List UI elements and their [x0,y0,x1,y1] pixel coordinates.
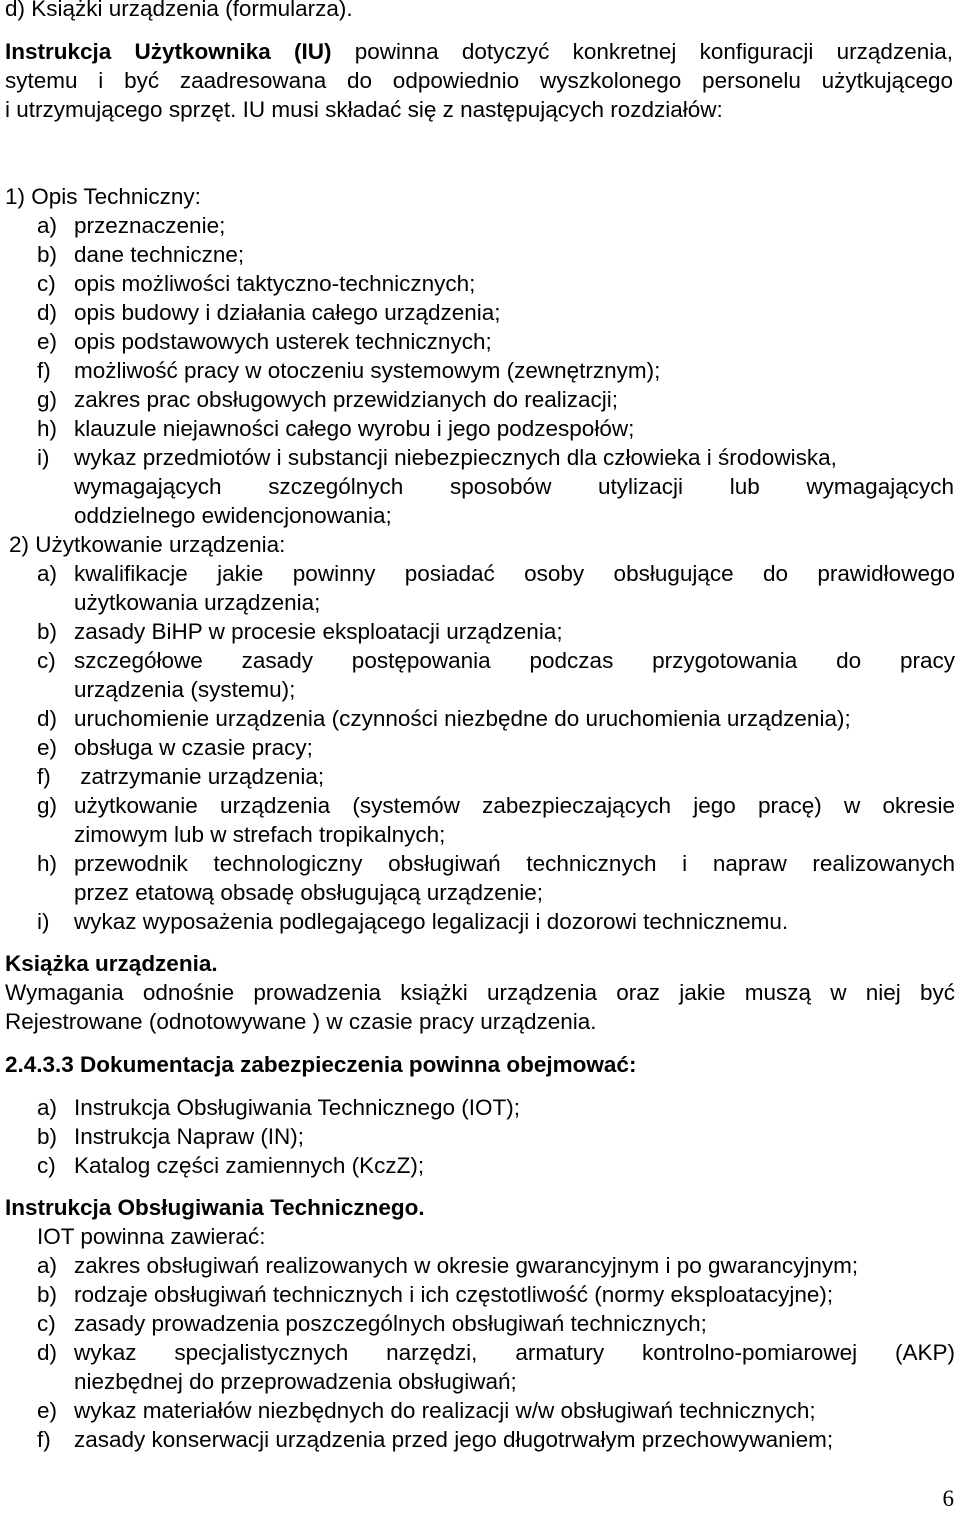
list-label: h) [37,851,58,876]
list-item [37,1151,424,1180]
list-item [37,269,475,298]
list-text: Katalog części zamiennych (KczZ); [74,1153,425,1178]
list-label: f) [37,358,51,383]
list-text: kwalifikacje jakie powinny posiadać osoby obsługujące do prawidłowego [74,561,955,586]
ksiazka-heading: Książka urządzenia. [5,951,218,976]
list-item [37,762,324,791]
list-text: wykaz materiałów niezbędnych do realizacji w/w obsługiwań technicznych; [74,1398,816,1423]
list-item-continuation: niezbędnej do przeprowadzenia obsługiwań; [74,1369,517,1394]
list-text: rodzaje obsługiwań technicznych i ich częstotliwość (normy eksploatacyjne); [74,1282,834,1307]
intro-line-3: i utrzymującego sprzęt. IU musi składać się z następujących rozdziałów: [5,97,723,122]
page-number: 6 [942,1486,954,1511]
list-item [37,907,788,936]
top-list-item: d) Książki urządzenia (formularza). [5,0,353,21]
list-text: zakres prac obsługowych przewidzianych do realizacji; [74,387,618,412]
list-label: d) [37,300,58,325]
list-item [37,1309,707,1338]
list-label: f) [37,764,51,789]
list-item-continuation: użytkowania urządzenia; [74,590,321,615]
list-label: a) [37,1095,58,1120]
list-text: zatrzymanie urządzenia; [74,764,325,789]
list-item [37,1338,955,1367]
list-label: f) [37,1427,51,1452]
list-text: wykaz przedmiotów i substancji niebezpiecznych dla człowieka i środowiska, [74,445,837,470]
list-item-continuation: zimowym lub w strefach tropikalnych; [74,822,446,847]
list-item [37,1280,833,1309]
list-item [37,1093,520,1122]
list-text: Instrukcja Napraw (IN); [74,1124,305,1149]
list-item-continuation: urządzenia (systemu); [74,677,296,702]
list-label: e) [37,1398,58,1423]
list-item-continuation: wymagających szczególnych sposobów utylizacji lub wymagających [74,474,954,499]
ksiazka-line-2: Rejestrowane (odnotowywane ) w czasie pracy urządzenia. [5,1009,597,1034]
list-text: obsługa w czasie pracy; [74,735,313,760]
list-label: e) [37,329,58,354]
list-label: c) [37,1153,56,1178]
list-text: zasady prowadzenia poszczególnych obsługiwań technicznych; [74,1311,707,1336]
list-label: b) [37,242,58,267]
list-item [37,414,634,443]
list-text: zasady konserwacji urządzenia przed jego długotrwałym przechowywaniem; [74,1427,834,1452]
list-item [37,1251,858,1280]
list-item [37,240,244,269]
ksiazka-line-1: Wymagania odnośnie prowadzenia książki urządzenia oraz jakie muszą w niej być [5,980,955,1005]
list-text: klauzule niejawności całego wyrobu i jego podzespołów; [74,416,635,441]
iu-title: Instrukcja Użytkownika (IU) [5,39,332,64]
list-label: b) [37,1282,58,1307]
list-text: opis możliwości taktyczno-technicznych; [74,271,476,296]
list-item [37,733,313,762]
intro-line-2: sytemu i być zaadresowana do odpowiednio wyszkolonego personelu użytkującego [5,68,953,93]
iot-heading: Instrukcja Obsługiwania Technicznego. [5,1195,425,1220]
list-item [37,849,955,878]
list-label: i) [37,445,50,470]
list-item [37,617,563,646]
list-text: wykaz wyposażenia podlegającego legalizacji i dozorowi technicznemu. [74,909,789,934]
list-item [37,1425,833,1454]
list-text: zasady BiHP w procesie eksploatacji urządzenia; [74,619,563,644]
list-item [37,385,618,414]
list-text: uruchomienie urządzenia (czynności niezbędne do uruchomienia urządzenia); [74,706,851,731]
list-item [37,1122,304,1151]
section2-title: 2) Użytkowanie urządzenia: [9,532,286,557]
list-text: wykaz specjalistycznych narzędzi, armatury kontrolno-pomiarowej (AKP) [74,1340,955,1365]
list-label: d) [37,1340,58,1365]
list-item [37,211,225,240]
list-label: g) [37,387,58,412]
list-label: c) [37,271,56,296]
list-label: c) [37,1311,56,1336]
list-label: e) [37,735,58,760]
list-label: a) [37,1253,58,1278]
list-label: b) [37,619,58,644]
list-item [37,356,660,385]
list-text: opis podstawowych usterek technicznych; [74,329,492,354]
list-item [37,791,955,820]
list-label: b) [37,1124,58,1149]
list-label: g) [37,793,58,818]
list-label: d) [37,706,58,731]
list-text: możliwość pracy w otoczeniu systemowym (zewnętrznym); [74,358,661,383]
section-heading: 2.4.3.3 Dokumentacja zabezpieczenia powinna obejmować: [5,1052,637,1077]
list-label: a) [37,213,58,238]
list-text: użytkowanie urządzenia (systemów zabezpieczających jego pracę) w okresie [74,793,955,818]
list-label: a) [37,561,58,586]
list-text: opis budowy i działania całego urządzenia; [74,300,501,325]
list-item [37,1396,816,1425]
list-text: Instrukcja Obsługiwania Technicznego (IOT); [74,1095,521,1120]
list-text: szczegółowe zasady postępowania podczas przygotowania do pracy [74,648,955,673]
intro-line-1 [5,37,953,66]
list-item [37,443,837,472]
list-text: przeznaczenie; [74,213,226,238]
list-label: c) [37,648,56,673]
list-item [37,327,492,356]
list-item [37,704,851,733]
iot-intro: IOT powinna zawierać: [37,1224,266,1249]
list-label: h) [37,416,58,441]
list-label: i) [37,909,50,934]
list-text: zakres obsługiwań realizowanych w okresie gwarancyjnym i po gwarancyjnym; [74,1253,859,1278]
list-item-continuation: przez etatową obsadę obsługującą urządzenie; [74,880,544,905]
intro-line-1-rest: powinna dotyczyć konkretnej konfiguracji urządzenia, [331,39,953,64]
list-item [37,646,955,675]
list-item-continuation: oddzielnego ewidencjonowania; [74,503,392,528]
list-text: dane techniczne; [74,242,245,267]
list-item [37,559,955,588]
list-text: przewodnik technologiczny obsługiwań technicznych i napraw realizowanych [74,851,955,876]
section1-title: 1) Opis Techniczny: [5,184,201,209]
list-item [37,298,501,327]
